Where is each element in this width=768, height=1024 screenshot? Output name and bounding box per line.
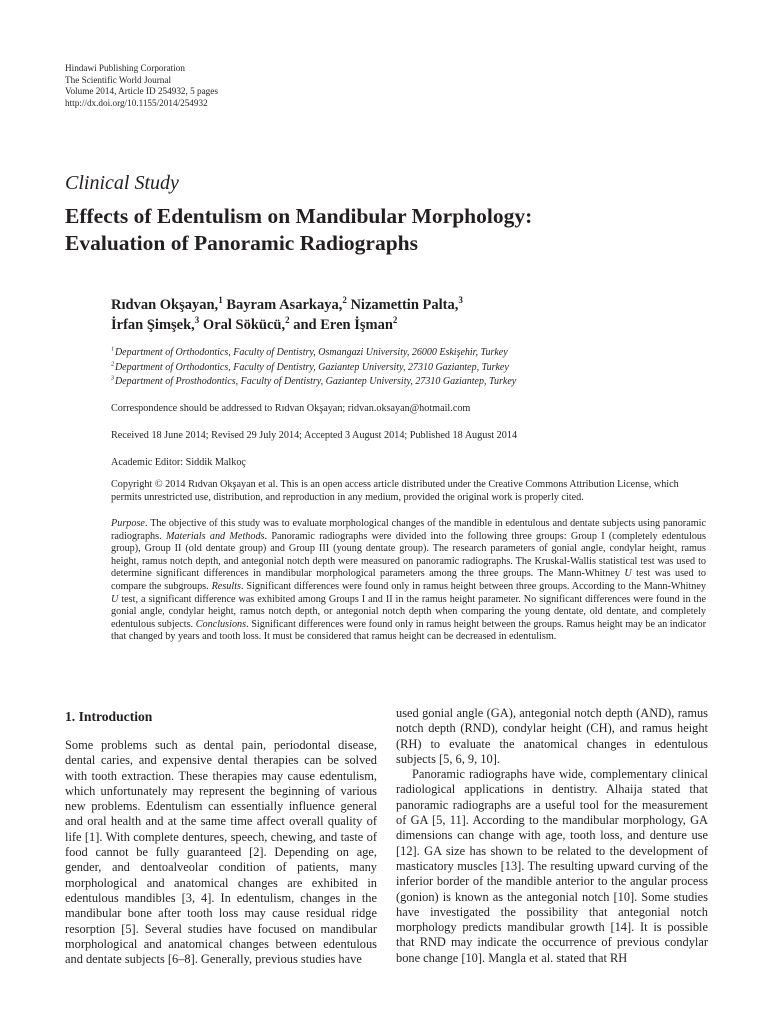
affiliation: $^1$ Department of Orthodontics, Faculty of Dentistry, Osmangazi University, 26000 Eskişehir, Turkey [111,345,508,358]
volume-info: Volume 2014, Article ID 254932, 5 pages [65,86,218,96]
paper-title [65,203,705,257]
title-line-1: Effects of Edentulism on Mandibular Morphology: [65,204,533,228]
affiliation-list [111,346,711,390]
section-heading-introduction: 1. Introduction [65,709,153,724]
academic-editor: Academic Editor: Siddik Malkoç [111,457,246,468]
abstract-methods-label: Materials and Methods [165,530,265,542]
abstract-purpose-label: Purpose [111,518,145,529]
journal-name: The Scientific World Journal [65,74,171,85]
body-column-left [65,706,377,967]
author: and Eren İşman$^2$ [293,314,398,333]
publisher-name: Hindawi Publishing Corporation [65,63,185,73]
abstract: Purpose. The objective of this study was to evaluate morphological changes of the mandible in edentulous and dentate subjects using panoramic radiographs. Materials and Methods. Panoramic radiographs were divided into the following three groups: Group I (completely edentulous group), Group II (old dentate group) and Group III (young dentate group). The research parameters of gonial angle, condylar height, ramus height, ramus notch depth, and antegonial notch depth were measured on panoramic radiographs. The Kruskal-Wallis statistical test was used to determine significant differences in mandibular morphological parameters among the three groups. The Mann-Whitney U test was used to compare the subgroups. Results. Significant differences were found only in ramus height between three groups. According to the Mann-Whitney U test, a significant difference was exhibited among Groups I and II in the ramus height parameter. No significant differences were found in the gonial angle, condylar height, ramus notch depth, or antegonial notch depth when comparing the young dentate, old dentate, and completely edentulous subjects. Conclusions. Significant differences were found only in ramus height between the groups. Ramus height may be an indicator that changed by years and tooth loss. It must be considered that ramus height can be decreased in edentulism. [111,518,706,643]
affiliation: $^2$ Department of Orthodontics, Faculty of Dentistry, Gaziantep University, 27310 Gaziantep, Turkey [111,360,509,373]
author: Rıdvan Okşayan,$^1$ [111,295,223,313]
title-line-2: Evaluation of Panoramic Radiographs [65,231,418,255]
abstract-conclusions-label: Conclusions [195,618,247,630]
abstract-results-label: Results [211,580,242,592]
affiliation: $^3$ Department of Prosthodontics, Faculty of Dentistry, Gaziantep University, 27310 Gaziantep, Turkey [111,374,517,387]
doi-link[interactable]: http://dx.doi.org/10.1155/2014/254932 [65,97,208,108]
body-paragraph: Panoramic radiographs have wide, complementary clinical radiological applications in dentistry. Alhaija stated that panoramic radiographs are a useful tool for the measurement of GA [5, 11]. According to the mandibular morphology, GA dimensions can change with age, tooth loss, and denture use [12]. GA size has shown to be related to the development of masticatory muscles [13]. The resulting upward curving of the inferior border of the mandible anterior to the angular process (gonion) is known as the antegonial notch [10]. Some studies have investigated the possibility that antegonial notch morphology predicts mandibular growth [14]. It is possible that RND may indicate the occurrence of previous condylar bone change [10]. Mangla et al. stated that RH [396,767,708,965]
publication-dates: Received 18 June 2014; Revised 29 July 2014; Accepted 3 August 2014; Published 18 August 2014 [111,430,518,441]
copyright-notice: Copyright © 2014 Rıdvan Okşayan et al. This is an open access article distributed under the Creative Commons Attribution License, which permits unrestricted use, distribution, and reproduction in any medium, provided the original work is properly cited. [111,479,679,503]
author: Bayram Asarkaya,$^2$ [226,295,347,313]
author: İrfan Şimşek,$^3$ [111,314,200,333]
correspondence-note: Correspondence should be addressed to Rıdvan Okşayan; ridvan.oksayan@hotmail.com [111,403,471,414]
author-list [111,296,711,335]
body-column-right [396,706,708,966]
journal-masthead [65,63,218,109]
author: Nizamettin Palta,$^3$ [350,295,463,313]
body-paragraph: Some problems such as dental pain, periodontal disease, dental caries, and expensive dental therapies can be solved with tooth extraction. These therapies may cause edentulism, which unfortunately may represent the beginning of various new problems. Edentulism can essentially influence general and oral health and at the same time affect overall quality of life [1]. With complete dentures, speech, chewing, and taste of food cannot be fully guaranteed [2]. Depending on age, gender, and dentoalveolar condition of patients, many morphological and anatomical changes are exhibited in edentulous mandibles [3, 4]. In edentulism, changes in the mandibular bone after tooth loss may cause residual ridge resorption [5]. Several studies have focused on mandibular morphological and anatomical changes between edentulous and dentate subjects [6–8]. Generally, previous studies have [65,738,377,967]
author: Oral Sökücü,$^2$ [202,314,290,333]
article-type: Clinical Study [65,172,179,194]
body-paragraph: used gonial angle (GA), antegonial notch depth (AND), ramus notch depth (RND), condylar height (CH), and ramus height (RH) to evaluate the anatomical changes in edentulous subjects [5, 6, 9, 10]. [396,706,708,766]
